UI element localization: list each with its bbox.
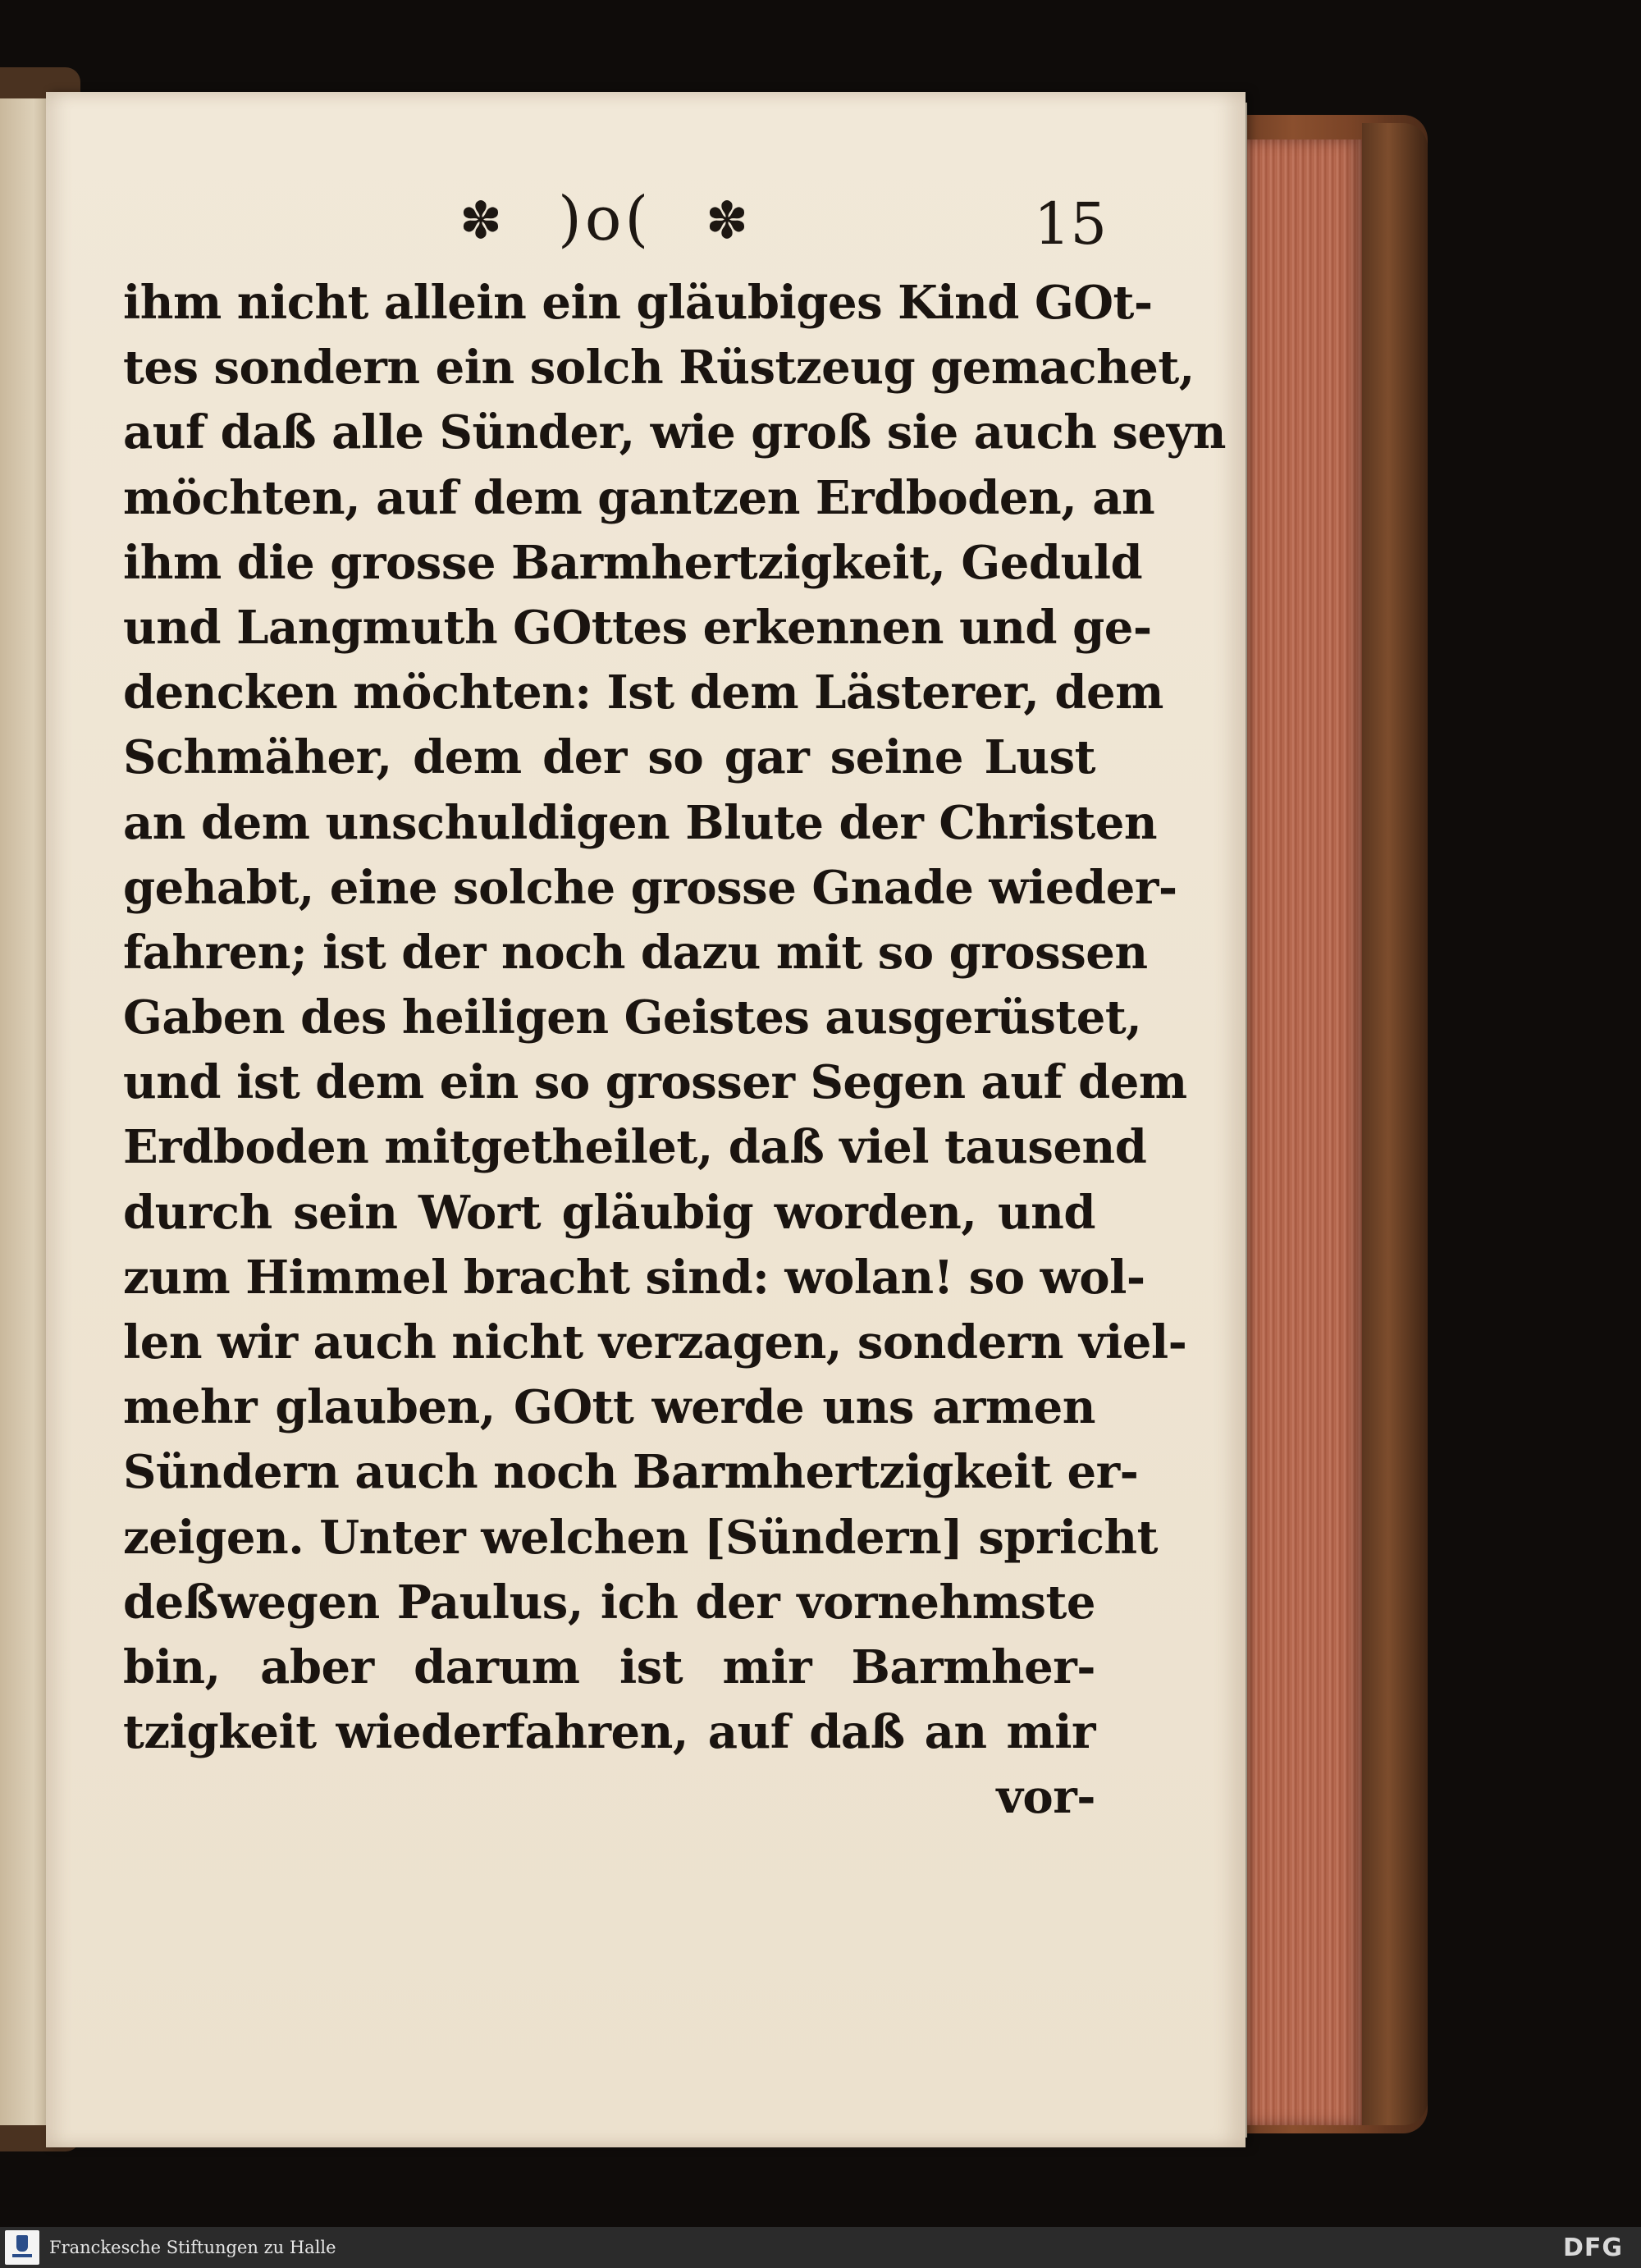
flower-ornament-icon: ✽ [706, 190, 748, 250]
text-line: zeigen. Unter welchen [Sündern] spricht [123, 1510, 1159, 1565]
text-line: ihm nicht allein ein gläubiges Kind GOt- [123, 276, 1153, 330]
text-line: Sündern auch noch Barmhertzigkeit er- [123, 1445, 1139, 1500]
institution-name: Franckesche Stiftungen zu Halle [49, 2238, 336, 2257]
running-head [459, 184, 1108, 263]
text-line: tzigkeit wiederfahren, auf daß an mir [123, 1705, 1095, 1760]
flower-ornament-icon: ✽ [459, 190, 502, 250]
text-line: ihm die grosse Barmhertzigkeit, Geduld [123, 535, 1143, 590]
text-line: durch sein Wort gläubig worden, und [123, 1185, 1095, 1240]
text-line: auf daß alle Sünder, wie groß sie auch seyn [123, 405, 1226, 460]
text-line: Gaben des heiligen Geistes ausgerüstet, [123, 990, 1142, 1045]
text-line: und ist dem ein so grosser Segen auf dem [123, 1055, 1187, 1110]
francke-foundation-logo-icon [5, 2230, 39, 2265]
body-text [123, 271, 1226, 1831]
footer-bar [0, 2227, 1641, 2268]
page-number: 15 [1034, 190, 1108, 258]
text-line: deßwegen Paulus, ich der vornehmste [123, 1575, 1095, 1630]
text-line: bin, aber darum ist mir Barmher- [123, 1639, 1095, 1694]
text-line: len wir auch nicht verzagen, sondern viel- [123, 1315, 1187, 1369]
text-line: fahren; ist der noch dazu mit so grossen [123, 925, 1148, 980]
text-line: zum Himmel bracht sind: wolan! so wol- [123, 1250, 1145, 1305]
text-line: und Langmuth GOttes erkennen und ge- [123, 600, 1152, 655]
text-line: möchten, auf dem gantzen Erdboden, an [123, 470, 1155, 525]
text-line: tes sondern ein solch Rüstzeug gemachet, [123, 341, 1195, 396]
text-line: mehr glauben, GOtt werde uns armen [123, 1380, 1095, 1435]
text-line: Erdboden mitgetheilet, daß viel tausend [123, 1120, 1147, 1175]
head-mark: )o( [558, 184, 652, 254]
text-line: gehabt, eine solche grosse Gnade wieder- [123, 860, 1177, 915]
text-line: an dem unschuldigen Blute der Christen [123, 795, 1158, 850]
text-line: Schmäher, dem der so gar seine Lust [123, 730, 1095, 785]
dfg-logo: DFG [1562, 2234, 1623, 2262]
text-line: dencken möchten: Ist dem Lästerer, dem [123, 665, 1163, 720]
book-cover-edge [1362, 123, 1428, 2125]
page-edges-red [1239, 139, 1362, 2125]
catchword: vor- [996, 1770, 1095, 1825]
